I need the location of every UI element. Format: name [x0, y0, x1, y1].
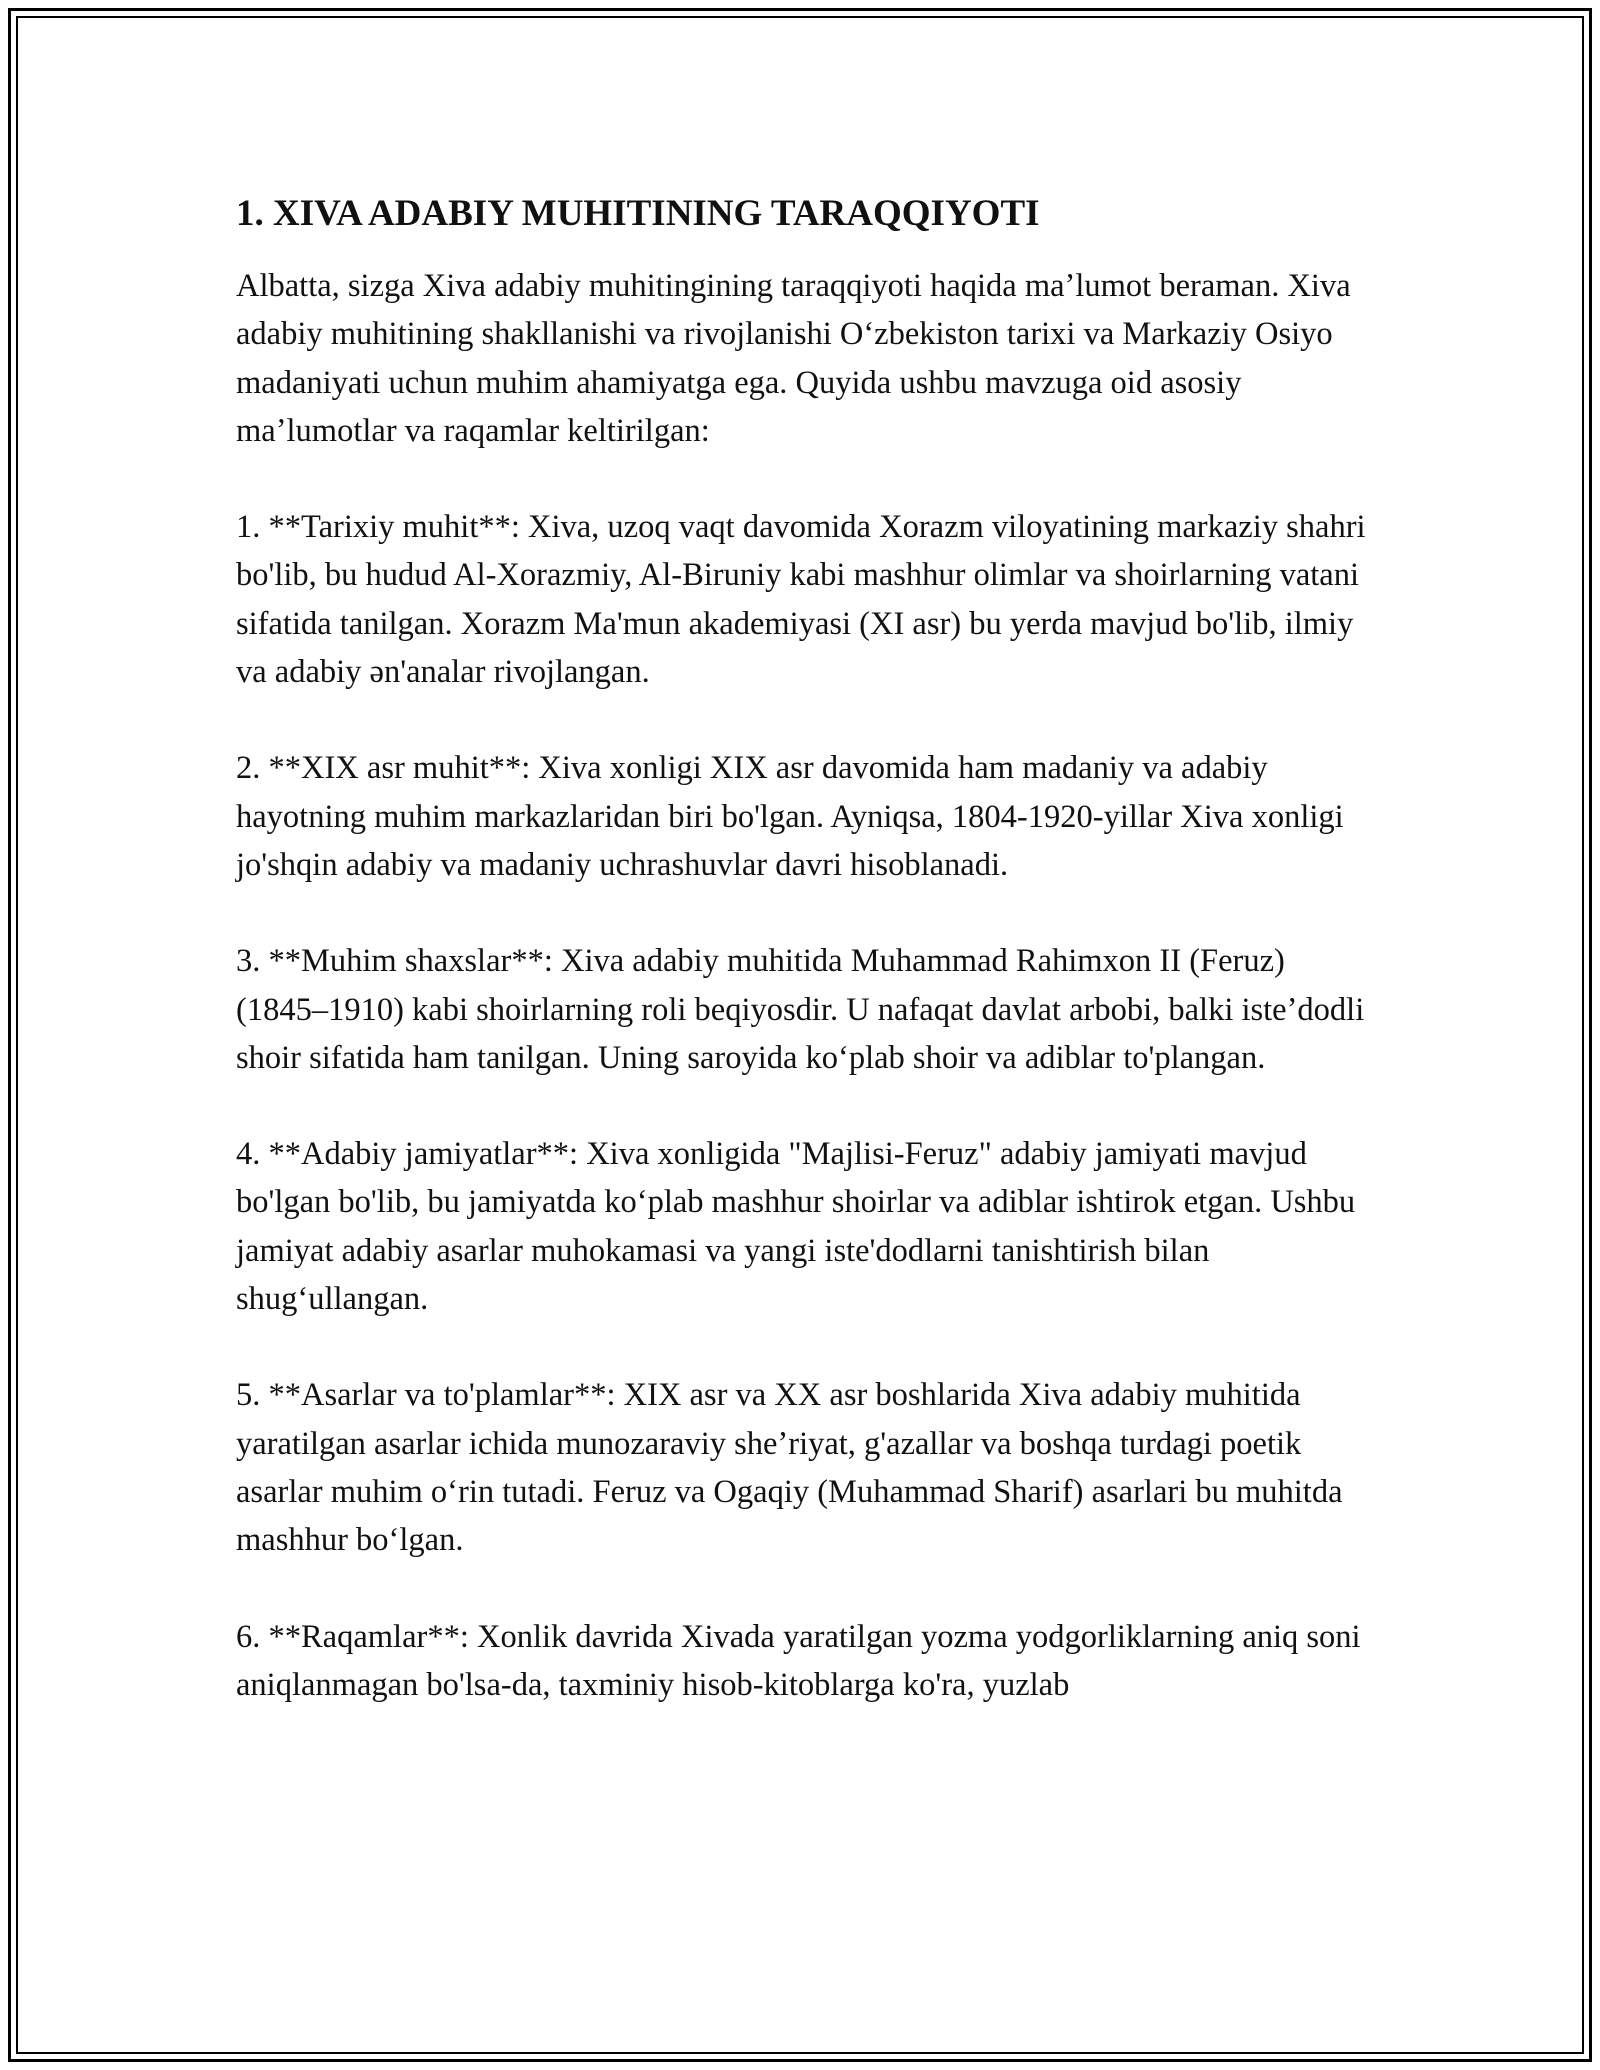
intro-paragraph: Albatta, sizga Xiva adabiy muhitingining taraqqiyoti haqida maʼlumot beraman. Xiva adabiy muhitining shakllanishi va rivojlanishi Oʻzbekiston tarixi va Markaziy Osiyo madaniyati uchun muhim ahamiyatga ega. Quyida ushbu mavzuga oid asosiy maʼlumotlar va raqamlar keltirilgan: — [236, 268, 1351, 449]
paragraph-raqamlar: 6. **Raqamlar**: Xonlik davrida Xivada yaratilgan yozma yodgorliklarning aniq soni aniqlanmagan bo'lsa-da, taxminiy hisob-kitoblarga ko'ra, yuzlab — [236, 1618, 1361, 1703]
paragraph-muhim-shaxslar: 3. **Muhim shaxslar**: Xiva adabiy muhitida Muhammad Rahimxon II (Feruz) (1845–1910) kabi shoirlarning roli beqiyosdir. U nafaqat davlat arbobi, balki isteʼdodli shoir sifatida ham tanilgan. Uning saroyida koʻplab shoir va adiblar to'plangan. — [236, 943, 1365, 1076]
paragraph-tarixiy-muhit: 1. **Tarixiy muhit**: Xiva, uzoq vaqt davomida Xorazm viloyatining markaziy shahri bo'lib, bu hudud Al-Xorazmiy, Al-Biruniy kabi mashhur olimlar va shoirlarning vatani sifatida tanilgan. Xorazm Ma'mun akademiyasi (XI asr) bu yerda mavjud bo'lib, ilmiy va adabiy ən'analar rivojlangan. — [236, 509, 1366, 691]
section-heading: 1. XIVA ADABIY MUHITINING TARAQQIYOTI — [236, 193, 1040, 234]
paragraph-xix-asr-muhit: 2. **XIX asr muhit**: Xiva xonligi XIX asr davomida ham madaniy va adabiy hayotning muhim markazlaridan biri bo'lgan. Ayniqsa, 1804-1920-yillar Xiva xonligi jo'shqin adabiy va madaniy uchrashuvlar davri hisoblanadi. — [236, 750, 1344, 883]
paragraph-asarlar-va-toplamlar: 5. **Asarlar va to'plamlar**: XIX asr va XX asr boshlarida Xiva adabiy muhitida yaratilgan asarlar ichida munozaraviy sheʼriyat, g'azallar va boshqa turdagi poetik asarlar muhim oʻrin tutadi. Feruz va Ogaqiy (Muhammad Sharif) asarlari bu muhitda mashhur boʻlgan. — [236, 1377, 1343, 1559]
paragraph-adabiy-jamiyatlar: 4. **Adabiy jamiyatlar**: Xiva xonligida "Majlisi-Feruz" adabiy jamiyati mavjud bo'lgan bo'lib, bu jamiyatda koʻplab mashhur shoirlar va adiblar ishtirok etgan. Ushbu jamiyat adabiy asarlar muhokamasi va yangi iste'dodlarni tanishtirish bilan shugʻullangan. — [236, 1136, 1356, 1318]
document-body — [236, 186, 1376, 1757]
